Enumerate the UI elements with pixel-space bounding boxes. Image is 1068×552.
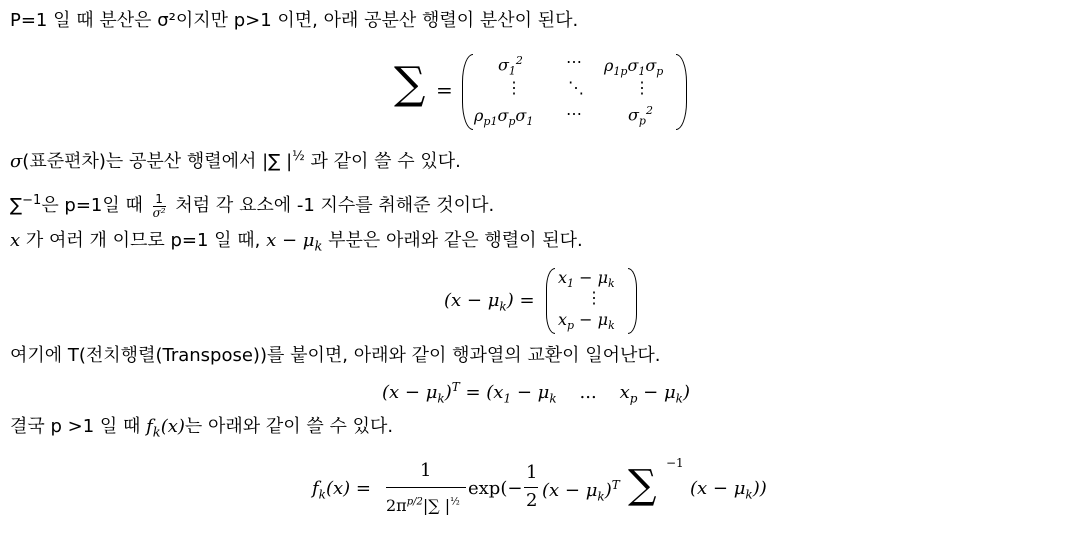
matrix-cell-2-2: ⋱ [568, 78, 584, 97]
sigma-symbol: σ [10, 151, 23, 172]
half-fraction-bar [524, 487, 538, 488]
deviation-vector-equation [444, 266, 644, 336]
inverse-exponent: −1 [666, 456, 684, 470]
matrix-cell-3-3: $\sigma_p^2$ [628, 104, 653, 128]
density-equation [312, 456, 792, 530]
half-denominator: 2 [526, 490, 538, 511]
text-line-1 [10, 10, 578, 32]
matrix-cell-1-3: $\rho_{1p}\sigma_1\sigma_p$ [604, 56, 664, 79]
vector-left-paren [546, 268, 555, 334]
text-line-6: 결국 p >1 일 때 $f_k(x)$는 아래와 같이 쓸 수 있다. [10, 416, 394, 441]
line5-text: 여기에 T(전치행렬(Transpose))를 붙이면, 아래와 같이 행과열의 교환이 일어난다. [10, 345, 661, 366]
density-lhs: $f_k(x)$ = [312, 478, 371, 502]
text-line-4: x 가 여러 개 이므로 p=1 일 때, $x - \mu_k$ 부분은 아래와 같은 행렬이 된다. [10, 230, 583, 255]
sigma-inverse-symbol: ∑$^{-1}$ [10, 193, 42, 216]
deviation-transpose: $(x - \mu_k)^T$ [542, 478, 620, 504]
text-line-5 [10, 345, 661, 367]
matrix-cell-3-2: ⋯ [566, 104, 582, 123]
matrix-right-paren [676, 54, 687, 130]
fraction-denominator: $2\pi^{p/2}|\sum$ $|^{\frac{1}{2}}$ [386, 496, 460, 515]
sigma-sum-symbol: ∑ [394, 58, 426, 109]
inverse-covariance-symbol: ∑ [628, 462, 657, 508]
main-fraction-bar [386, 487, 466, 488]
line1-text: P=1 일 때 분산은 σ²이지만 p>1 이면, 아래 공분산 행렬이 분산이 된다. [10, 10, 579, 31]
text-line-2: σ(표준편차)는 공분산 행렬에서 |∑ $|^{\frac{1}{2}}$ 과 같이 쓸 수 있다. [10, 149, 461, 172]
matrix-cell-2-3: ⋮ [634, 78, 650, 97]
matrix-left-paren [462, 54, 473, 130]
half-numerator: 1 [526, 462, 538, 483]
matrix-cell-1-1: $\sigma_1^2$ [498, 54, 523, 78]
exp-function: exp(− [468, 478, 523, 499]
matrix-cell-3-1: $\rho_{p1}\sigma_p\sigma_1$ [474, 106, 534, 129]
fraction-numerator: 1 [420, 460, 432, 481]
vector-cell-1: $x_1 - \mu_k$ [558, 268, 615, 291]
matrix-cell-1-2: ⋯ [566, 52, 582, 71]
deviation-vector-lhs: $(x - \mu_k)$ = [444, 290, 535, 314]
covariance-matrix-equation [394, 52, 694, 132]
vector-cell-3: $x_p - \mu_k$ [558, 310, 615, 333]
one-over-sigma-squared: $\frac{1}{\text{σ²}}$ [152, 191, 166, 220]
vector-right-paren [628, 268, 637, 334]
transpose-equation: $(x - \mu_k)^T = (x_1 - \mu_k$ ... $x_p - \mu_k$) [382, 380, 690, 406]
text-line-3: ∑$^{-1}$은 p=1일 때 $\frac{1}{\text{σ²}}$ 처럼 각 요소에 -1 지수를 취해준 것이다. [10, 191, 495, 220]
exponent-half: ½ [292, 149, 305, 164]
vector-cell-2: ⋮ [586, 288, 602, 307]
matrix-cell-2-1: ⋮ [506, 78, 522, 97]
equals-sign: = [436, 78, 453, 102]
deviation-tail: $(x - \mu_k)$) [690, 478, 767, 502]
